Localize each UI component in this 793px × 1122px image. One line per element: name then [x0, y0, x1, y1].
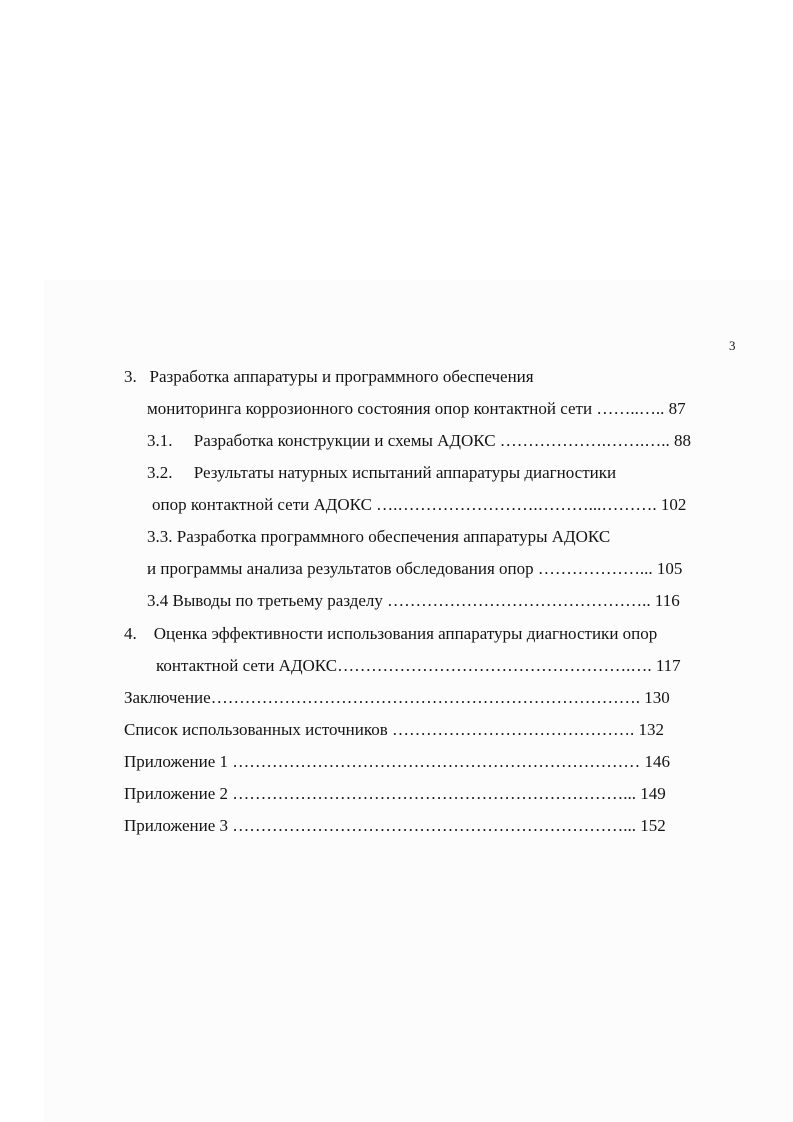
toc-appendix-3: Приложение 3 ……………………………………………………………... 152: [124, 816, 666, 835]
toc-section-3: [124, 366, 534, 388]
toc-section-3-2: [147, 462, 616, 484]
toc-sources: Список использованных источников ……………………………………. 132: [124, 720, 664, 739]
toc-section-3-2-number: 3.2.: [147, 463, 173, 482]
toc-section-3-1-title: Разработка конструкции и схемы АДОКС ……………….…….….. 88: [193, 431, 692, 450]
toc-appendix-1: Приложение 1 ……………………………………………………………… 146: [124, 752, 670, 771]
toc-section-3-3: 3.3. Разработка программного обеспечения аппаратуры АДОКС: [147, 527, 611, 546]
toc-section-3-2-line2: опор контактной сети АДОКС ….…………………….………...………. 102: [152, 495, 687, 514]
toc-section-3-title: Разработка аппаратуры и программного обеспечения: [149, 367, 534, 386]
toc-section-3-4: 3.4 Выводы по третьему разделу ……………………………………….. 116: [147, 591, 680, 610]
toc-section-4-title: Оценка эффективности использования аппаратуры диагностики опор: [153, 624, 658, 643]
toc-section-4: [124, 623, 657, 645]
toc-section-3-number: 3.: [124, 367, 137, 386]
toc-appendix-2: Приложение 2 ……………………………………………………………... 149: [124, 784, 666, 803]
page-number: 3: [729, 338, 736, 353]
toc-section-3-3-line2: и программы анализа результатов обследования опор ………………... 105: [147, 559, 683, 578]
toc-section-3-2-title: Результаты натурных испытаний аппаратуры диагностики: [193, 463, 617, 482]
toc-section-3-1-number: 3.1.: [147, 431, 173, 450]
toc-section-3-line2: мониторинга коррозионного состояния опор контактной сети ……..….. 87: [147, 399, 686, 418]
toc-section-3-1: [147, 430, 691, 452]
toc-conclusion: Заключение…………………………………………………………………. 130: [124, 688, 670, 707]
toc-section-4-line2: контактной сети АДОКС…………………………………………….…. 117: [156, 656, 681, 675]
toc-section-4-number: 4.: [124, 624, 137, 643]
